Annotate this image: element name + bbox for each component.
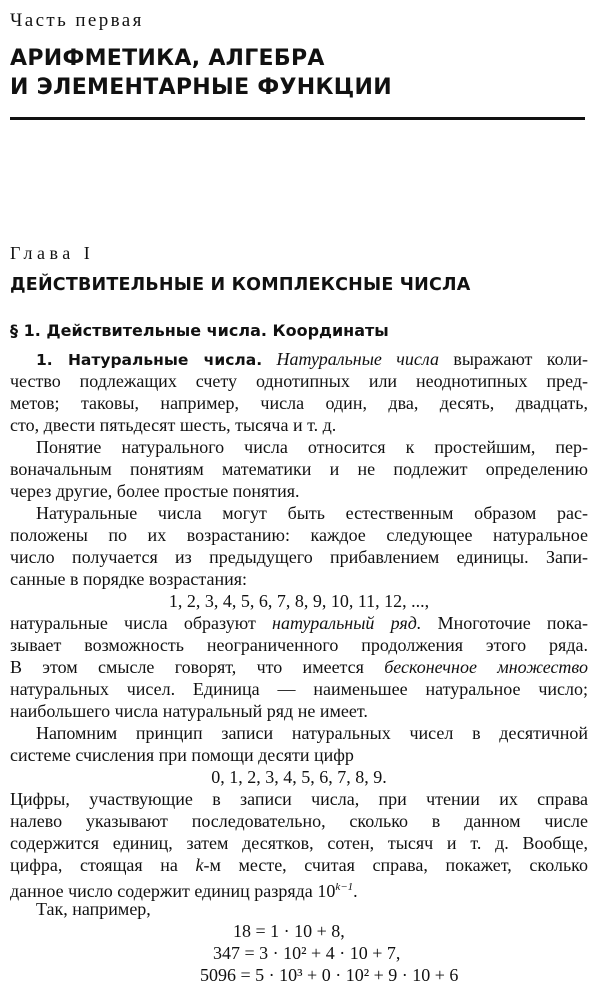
part-title-line-2: И ЭЛЕМЕНТАРНЫЕ ФУНКЦИИ bbox=[10, 75, 392, 100]
title-rule bbox=[10, 117, 585, 120]
text-line: Натуральные числа могут быть естественным образом рас- bbox=[36, 503, 588, 523]
chapter-title: ДЕЙСТВИТЕЛЬНЫЕ И КОМПЛЕКСНЫЕ ЧИСЛА bbox=[10, 275, 471, 295]
subsection-lead: 1. Натуральные числа. bbox=[36, 351, 263, 369]
text-line: системе счисления при помощи десяти цифр bbox=[10, 745, 354, 765]
term-emphasis: натуральный ряд. bbox=[272, 613, 422, 633]
text-line: чество подлежащих счету однотипных или неоднотипных пред- bbox=[10, 371, 588, 391]
text-line: наибольшего числа натуральный ряд не имеет. bbox=[10, 701, 368, 721]
text-line: метов; таковы, например, числа один, два, десять, двадцать, bbox=[10, 393, 588, 413]
part-title-line-1: АРИФМЕТИКА, АЛГЕБРА bbox=[10, 46, 325, 71]
equation-347: 347 = 3 · 10² + 4 · 10 + 7, bbox=[213, 943, 401, 963]
body-text bbox=[10, 348, 588, 986]
text-line: натуральных чисел. Единица — наименьшее натуральное число; bbox=[10, 679, 588, 699]
chapter-label: Глава I bbox=[10, 243, 95, 263]
text-line: сто, двести пятьдесят шесть, тысяча и т. д. bbox=[10, 415, 337, 435]
part-label: Часть первая bbox=[10, 10, 144, 31]
term-emphasis: бесконечное множество bbox=[384, 657, 589, 677]
text-line: 1. Натуральные числа. Натуральные числа выражают коли- bbox=[36, 349, 589, 369]
equation-5096: 5096 = 5 · 10³ + 0 · 10² + 9 · 10 + 6 bbox=[200, 965, 459, 985]
text-line: налево указывают последовательно, сколько в данном числе bbox=[10, 811, 588, 831]
text-line: Напомним принцип записи натуральных чисел в десятичной bbox=[36, 723, 588, 743]
digits-list: 0, 1, 2, 3, 4, 5, 6, 7, 8, 9. bbox=[211, 767, 387, 787]
text-line: через другие, более простые понятия. bbox=[10, 481, 300, 501]
text-line: цифра, стоящая на k-м месте, считая справа, покажет, сколько bbox=[10, 855, 588, 875]
power-base: 10 bbox=[317, 881, 336, 901]
part-title bbox=[10, 44, 392, 102]
text-line: число получается из предыдущего прибавлением единицы. Запи- bbox=[10, 547, 588, 567]
text-line: В этом смысле говорят, что имеется бесконечное множество bbox=[10, 657, 589, 677]
text-line: содержится единиц, затем десятков, сотен, тысяч и т. д. Вообще, bbox=[10, 833, 588, 853]
number-sequence: 1, 2, 3, 4, 5, 6, 7, 8, 9, 10, 11, 12, ..., bbox=[168, 591, 430, 611]
text-line: Цифры, участвующие в записи числа, при чтении их справа bbox=[10, 789, 588, 809]
variable-k: k bbox=[195, 855, 204, 875]
text-line: Так, например, bbox=[36, 899, 151, 919]
equation-18: 18 = 1 · 10 + 8, bbox=[233, 921, 345, 941]
section-title: § 1. Действительные числа. Координаты bbox=[10, 321, 389, 340]
text-line: санные в порядке возрастания: bbox=[10, 569, 247, 589]
text-line: положены по их возрастанию: каждое следующее натуральное bbox=[10, 525, 588, 545]
power-exponent: k−1 bbox=[335, 881, 354, 893]
text-line: натуральные числа образуют натуральный ряд. Многоточие пока- bbox=[10, 613, 589, 633]
text-line: воначальным понятиям математики и не подлежит определению bbox=[10, 459, 588, 479]
text-line: Понятие натурального числа относится к простейшим, пер- bbox=[36, 437, 588, 457]
text-line: данное число содержит единиц разряда $10^{k-1}$. bbox=[10, 881, 358, 901]
term-emphasis: Натуральные числа bbox=[276, 349, 439, 369]
text-line: зывает возможность неограниченного продолжения этого ряда. bbox=[10, 635, 588, 655]
